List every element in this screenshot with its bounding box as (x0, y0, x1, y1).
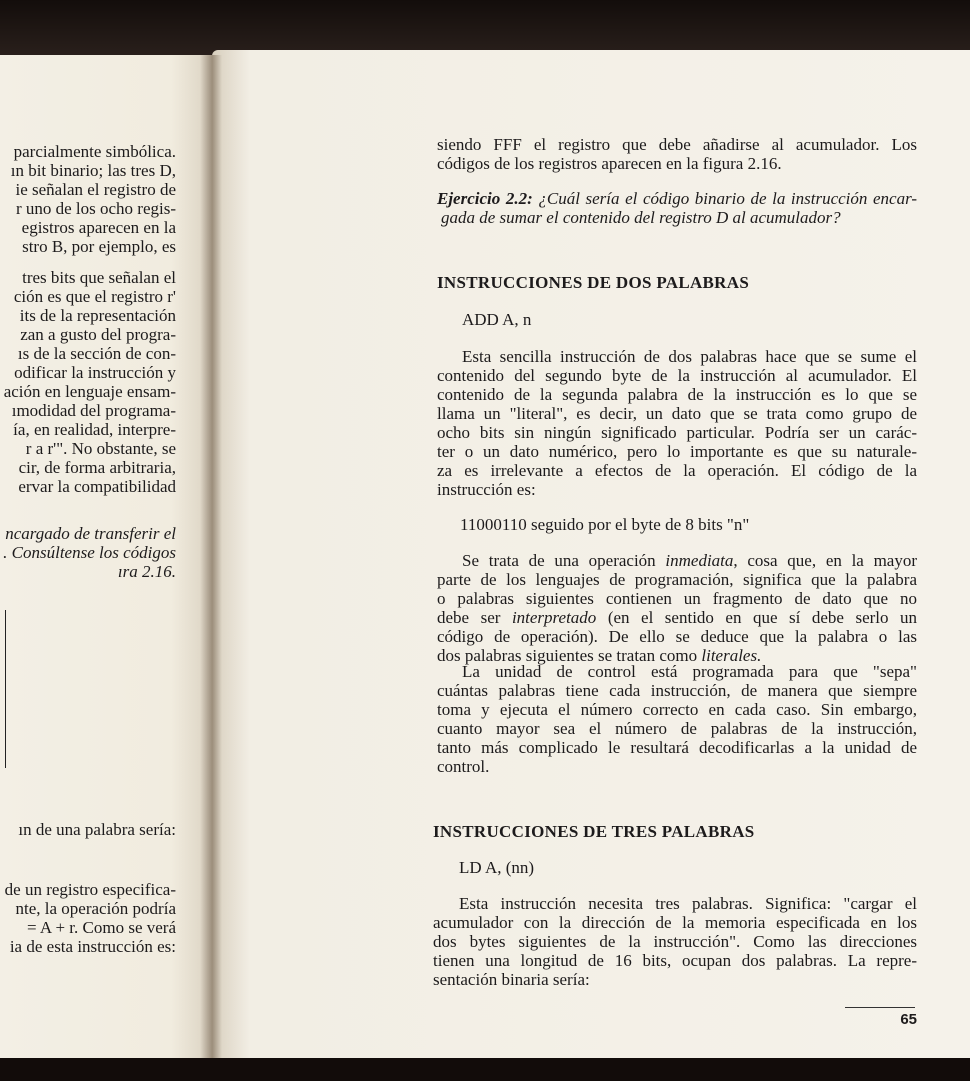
exercise-line: gada de sumar el contenido del registro D al acumulador? (441, 208, 841, 227)
body-line: códigos de los registros aparecen en la figura 2.16. (437, 154, 782, 173)
binary-code-line: 11000110 seguido por el byte de 8 bits "n" (460, 515, 750, 534)
body-line: acumulador con la dirección de la memoria especificada en los (433, 913, 917, 932)
instruction-mnemonic: ADD A, n (462, 310, 532, 329)
left-line (4, 383, 176, 402)
left-line: ın de una palabra sería: (18, 820, 176, 839)
left-line: ıs de la sección de con- (17, 344, 176, 363)
scan-bottom-edge (0, 1058, 970, 1081)
body-line: ter o un dato numérico, pero lo importante es que su naturale- (437, 442, 917, 461)
body-line: código de operación). De ello se deduce que la palabra o las (437, 627, 917, 646)
left-exercise-line: ncargado de transferir el (5, 524, 176, 543)
body-line: toma y ejecuta el número correcto en cada caso. Sin embargo, (437, 700, 917, 719)
body-line: za es irrelevante a efectos de la operación. El código de la (437, 461, 917, 480)
section-heading: INSTRUCCIONES DE DOS PALABRAS (437, 273, 750, 292)
body-line: siendo FFF el registro que debe añadirse al acumulador. Los (437, 135, 917, 154)
text-run: Se trata de una operación (462, 551, 656, 570)
text-run: (en el sentido en que sí debe serlo un (607, 608, 918, 627)
left-exercise-line: ıra 2.16. (117, 562, 176, 581)
left-line: egistros aparecen en la (21, 218, 176, 237)
body-line: contenido de la segunda palabra de la instrucción es lo que se (437, 385, 917, 404)
body-line: cuanto mayor sea el número de palabras de la instrucción, (437, 719, 917, 738)
body-line: o palabras siguientes contienen un fragmento de dato que no (437, 589, 917, 608)
left-line-italic: lenguaje ensam- (65, 382, 176, 401)
left-line: ia de esta instrucción es: (9, 937, 176, 956)
left-line: cir, de forma arbitraria, (18, 458, 176, 477)
left-line: nte, la operación podría (15, 899, 176, 918)
left-line: = A + r. Como se verá (26, 918, 176, 937)
footer-rule (845, 1007, 915, 1008)
text-run: , cosa que, en la mayor (733, 551, 917, 570)
left-line: ción es que el registro r' (13, 287, 176, 306)
body-line: llama un "literal", es decir, un dato que se trata como grupo de (437, 404, 917, 423)
body-line (437, 609, 917, 628)
body-line: instrucción es: (437, 480, 536, 499)
left-line: odificar la instrucción y (14, 363, 176, 382)
instruction-mnemonic: LD A, (nn) (459, 858, 535, 877)
body-line: control. (437, 757, 490, 776)
exercise-text: ¿Cuál sería el código binario de la instrucción encar- (538, 189, 918, 208)
left-line: ía, en realidad, interpre- (13, 420, 176, 439)
body-line: tanto más complicado le resultará decodificarlas a la unidad de (437, 738, 917, 757)
left-line: parcialmente simbólica. (13, 142, 176, 161)
body-line: Esta sencilla instrucción de dos palabras hace que se sume el (462, 347, 917, 366)
exercise-label: Ejercicio 2.2: (437, 189, 533, 208)
left-line-text: ación en (3, 382, 61, 401)
emphasis-run: inmediata (665, 551, 734, 570)
left-line: ie señalan el registro de (15, 180, 176, 199)
left-line: r a r'". No obstante, se (25, 439, 176, 458)
left-figure-edge (0, 610, 6, 768)
left-exercise-line: . Consúltense los códigos (3, 543, 176, 562)
body-line: La unidad de control está programada para que "sepa" (462, 662, 917, 681)
left-line: ervar la compatibilidad (18, 477, 176, 496)
body-line: cuántas palabras tiene cada instrucción, de manera que siempre (437, 681, 917, 700)
left-line: stro B, por ejemplo, es (22, 237, 176, 256)
left-line: its de la representación (19, 306, 176, 325)
page-number: 65 (900, 1011, 917, 1028)
left-line: r uno de los ocho regis- (15, 199, 176, 218)
section-heading: INSTRUCCIONES DE TRES PALABRAS (433, 822, 755, 841)
body-line: ocho bits sin ningún significado particular. Podría ser un carác- (437, 423, 917, 442)
left-line: tres bits que señalan el (22, 268, 176, 287)
body-line: parte de los lenguajes de programación, significa que la palabra (437, 570, 917, 589)
body-line: contenido del segundo byte de la instrucción al acumulador. El (437, 366, 917, 385)
body-line: sentación binaria sería: (433, 970, 590, 989)
exercise-line (437, 190, 917, 209)
body-line: dos bytes siguientes de la instrucción". Como las direcciones (433, 932, 917, 951)
emphasis-run: literales. (701, 646, 762, 665)
left-line: ımodidad del programa- (11, 401, 176, 420)
left-line: ın bit binario; las tres D, (10, 161, 176, 180)
body-line: Esta instrucción necesita tres palabras. Significa: "cargar el (459, 894, 917, 913)
left-page (0, 55, 214, 1060)
text-run: debe ser (437, 608, 501, 627)
left-line: de un registro especifica- (4, 880, 176, 899)
body-line (462, 552, 917, 571)
text-run: dos palabras siguientes se tratan como (437, 646, 698, 665)
left-line: zan a gusto del progra- (20, 325, 176, 344)
body-line: tienen una longitud de 16 bits, ocupan dos palabras. La repre- (433, 951, 917, 970)
book-gutter (200, 55, 222, 1060)
emphasis-run: interpretado (511, 608, 597, 627)
